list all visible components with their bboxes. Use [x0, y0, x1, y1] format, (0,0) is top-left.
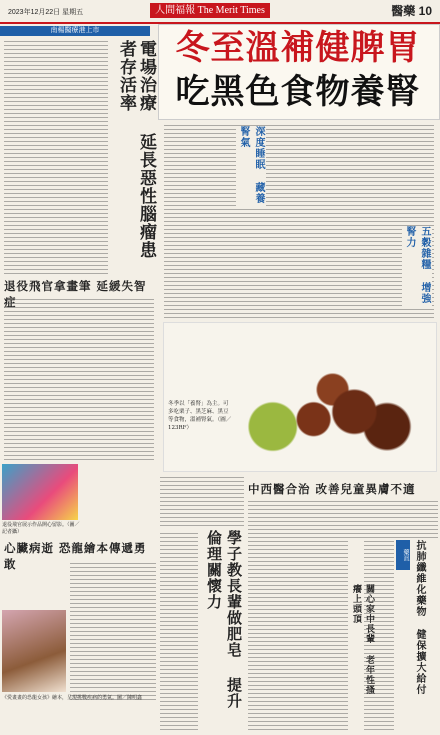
newspaper-logo: 人間福報 The Merit Times	[150, 3, 270, 18]
left-banner: 南楊醫療港上市	[0, 26, 150, 36]
main-headline-line1: 冬至溫補健脾胃	[175, 28, 421, 68]
story2-photo	[2, 464, 78, 520]
story2-headline: 退役飛官拿畫筆 延緩失智症	[4, 279, 147, 309]
section-title	[391, 2, 432, 19]
left-article-text	[4, 40, 108, 274]
section-name: 醫藥	[391, 4, 416, 18]
story3-caption: 《愛畫畫的恐龍女孩》繪本，呈現挑戰疾病的勇氣。圖／陳明鑫	[2, 695, 143, 701]
page-number: 10	[418, 4, 432, 18]
drug-news-label: 藥訊	[396, 540, 410, 570]
story2-caption: 退役飛官展示作品開心留影。（圖／記者攝）	[2, 522, 80, 535]
drug-news-headline: 抗肺纖維化藥物 健保擴大給付	[414, 540, 425, 695]
tcm-subhead: 關心家中長輩 老年性搔癢上頭頂	[351, 584, 374, 695]
tcm-headline: 中西醫合治 改善兒童異膚不適	[248, 482, 416, 496]
soap-text	[160, 530, 198, 730]
story3-photo	[2, 610, 66, 692]
tcm-text	[248, 540, 348, 730]
subhead-sleep: 深度睡眠 藏養腎氣	[238, 126, 264, 204]
main-headline-line2: 吃黑色食物養腎	[175, 72, 421, 112]
story2-text	[4, 296, 154, 460]
main-article-text	[164, 122, 434, 318]
left-headline: 電場治療 延長惡性腦瘤患者存活率	[116, 40, 156, 259]
story3-text	[70, 560, 156, 700]
subhead-grains: 五穀雜糧 增強腎力	[404, 226, 430, 304]
chestnut-photo	[163, 322, 437, 472]
soap-headline: 學子教長輩做肥皂 提升倫理關懷力	[205, 530, 243, 709]
photo-caption: 冬季以「養腎」為主。可多吃栗子、黑芝麻、黑豆等食物，溫補腎氣。（圖／123RF）	[168, 401, 232, 431]
story3-headline: 心臟病逝 恐龍繪本傳遞勇敢	[4, 541, 147, 571]
left-bottom-text	[160, 476, 244, 526]
tcm-text-top	[248, 498, 438, 538]
drug-news-text	[364, 540, 394, 730]
issue-date: 2023年12月22日 星期五	[8, 9, 84, 16]
